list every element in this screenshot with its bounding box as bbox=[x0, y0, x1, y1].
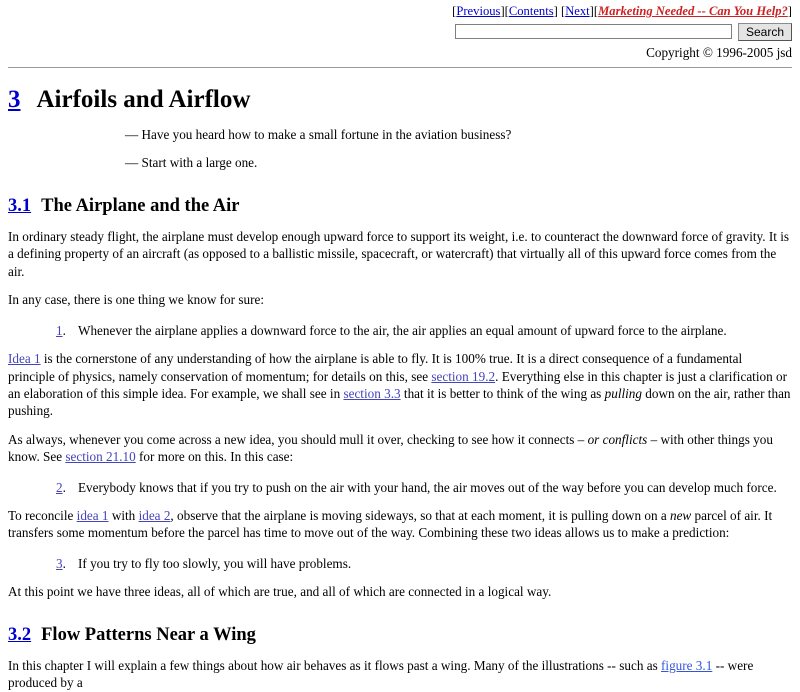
text-segment: As always, whenever you come across a new idea, you should mull it over, checking to see how it connects – bbox=[8, 431, 588, 447]
idea-list-item-1 bbox=[8, 322, 792, 339]
link-idea-2-lower[interactable]: idea 2 bbox=[138, 508, 171, 524]
idea-3-marker-suffix: . bbox=[62, 555, 66, 571]
navigation-bar bbox=[8, 0, 792, 20]
text-segment: – with other things you know. See bbox=[8, 431, 773, 465]
paragraph-three-ideas: At this point we have three ideas, all of which are true, and all of which are connected in a logical way. bbox=[8, 584, 552, 600]
chapter-title: Airfoils and Airflow bbox=[36, 86, 251, 114]
bracket: [ bbox=[593, 4, 599, 18]
bracket: ] bbox=[589, 4, 594, 18]
idea-3-text: If you try to fly too slowly, you will have problems. bbox=[78, 555, 352, 571]
link-section-19-2[interactable]: section 19.2 bbox=[431, 368, 496, 384]
text-segment: with bbox=[108, 508, 139, 524]
section-number-link-3-1[interactable]: 3.1 bbox=[8, 195, 32, 216]
idea-2-marker bbox=[56, 479, 78, 496]
text-segment: is the cornerstone of any understanding of how the airplane is able to fly. It is 100% true. It is a direct consequence of a fundamental principle of physics, namely conservation of momentum; for details on this, see bbox=[8, 351, 743, 384]
paragraph-mull-it-over bbox=[8, 431, 792, 466]
section-title-3-1: The Airplane and the Air bbox=[41, 195, 240, 216]
nav-link-next[interactable]: Next bbox=[565, 4, 590, 18]
idea-1-marker-suffix: . bbox=[62, 322, 66, 338]
text-segment: down on the air, rather than pushing. bbox=[8, 385, 791, 419]
bracket: ] bbox=[787, 4, 792, 18]
section-number-link-3-2[interactable]: 3.2 bbox=[8, 624, 32, 645]
section-title-3-2: Flow Patterns Near a Wing bbox=[41, 624, 256, 645]
idea-1-marker bbox=[56, 322, 78, 339]
idea-2-marker-suffix: . bbox=[62, 479, 66, 495]
bracket: ] bbox=[500, 4, 505, 18]
idea-1-number-link[interactable]: 1 bbox=[56, 322, 63, 338]
link-figure-3-1[interactable]: figure 3.1 bbox=[661, 658, 713, 673]
epigraph-line-2: — Start with a large one. bbox=[125, 155, 258, 171]
emphasis-pulling: pulling bbox=[604, 385, 642, 401]
text-segment: In this chapter I will explain a few things about how air behaves as it flows past a wing. Many of the illustrations -- such as bbox=[8, 658, 662, 673]
text-segment: , observe that the airplane is moving sideways, so that at each moment, it is pulling down on a bbox=[170, 508, 670, 524]
idea-2-number-link[interactable]: 2 bbox=[56, 479, 63, 495]
paragraph-steady-flight: In ordinary steady flight, the airplane must develop enough upward force to support its weight, i.e. to counteract the downward force of gravity. It is a defining property of an aircraft (as opposed to a ballistic missile, spacecraft, or watercraft) that virtually all of this upward force comes from the air. bbox=[8, 228, 790, 279]
text-segment: . Everything else in this chapter is just a clarification or an elaboration of this simple idea. For example, we shall see in bbox=[8, 368, 787, 401]
bracket: [ bbox=[452, 4, 457, 18]
nav-link-previous[interactable]: Previous bbox=[456, 4, 501, 18]
text-segment: for more on this. In this case: bbox=[135, 449, 294, 465]
idea-1-text: Whenever the airplane applies a downward force to the air, the air applies an equal amount of upward force to the airplane. bbox=[78, 322, 727, 338]
link-idea-1[interactable]: Idea 1 bbox=[8, 351, 41, 367]
search-form bbox=[8, 22, 792, 41]
section-heading-3-2 bbox=[8, 625, 792, 646]
emphasis-new: new bbox=[669, 508, 692, 524]
link-section-21-10[interactable]: section 21.10 bbox=[65, 449, 136, 465]
idea-list-item-3 bbox=[8, 555, 792, 572]
idea-3-number-link[interactable]: 3 bbox=[56, 555, 63, 571]
nav-link-marketing[interactable]: Marketing Needed -- Can You Help? bbox=[598, 4, 788, 18]
paragraph-cornerstone bbox=[8, 350, 792, 420]
paragraph-flow-patterns-intro bbox=[8, 657, 792, 692]
paragraph-reconcile bbox=[8, 507, 792, 542]
chapter-heading bbox=[8, 86, 792, 115]
search-input[interactable] bbox=[455, 24, 732, 39]
nav-link-contents[interactable]: Contents bbox=[508, 4, 554, 18]
search-button[interactable]: Search bbox=[738, 23, 792, 41]
bracket: [ bbox=[504, 4, 509, 18]
text-segment: -- were produced by a bbox=[8, 658, 754, 691]
paragraph-one-thing: In any case, there is one thing we know for sure: bbox=[8, 292, 264, 308]
epigraph-line-1: — Have you heard how to make a small fortune in the aviation business? bbox=[125, 126, 512, 142]
idea-list-item-2 bbox=[8, 479, 792, 496]
bracket: ] bbox=[553, 4, 558, 18]
emphasis-or-conflicts: or conflicts bbox=[587, 431, 648, 447]
text-segment: parcel of air. It transfers some momentum before the parcel has time to move out of the way. Combining these two ideas allows us to make a prediction: bbox=[8, 508, 773, 541]
link-idea-1-lower[interactable]: idea 1 bbox=[76, 508, 109, 524]
link-section-3-3[interactable]: section 3.3 bbox=[343, 385, 401, 401]
header-divider bbox=[8, 67, 792, 68]
bracket: [ bbox=[560, 4, 566, 18]
section-heading-3-1 bbox=[8, 196, 792, 217]
idea-3-marker bbox=[56, 555, 78, 572]
copyright-notice: Copyright © 1996-2005 jsd bbox=[646, 44, 792, 60]
text-segment: that it is better to think of the wing as bbox=[400, 385, 605, 401]
text-segment: To reconcile bbox=[8, 508, 77, 524]
idea-2-text: Everybody knows that if you try to push on the air with your hand, the air moves out of the way before you can develop much force. bbox=[78, 479, 777, 495]
chapter-number-link[interactable]: 3 bbox=[8, 86, 21, 114]
